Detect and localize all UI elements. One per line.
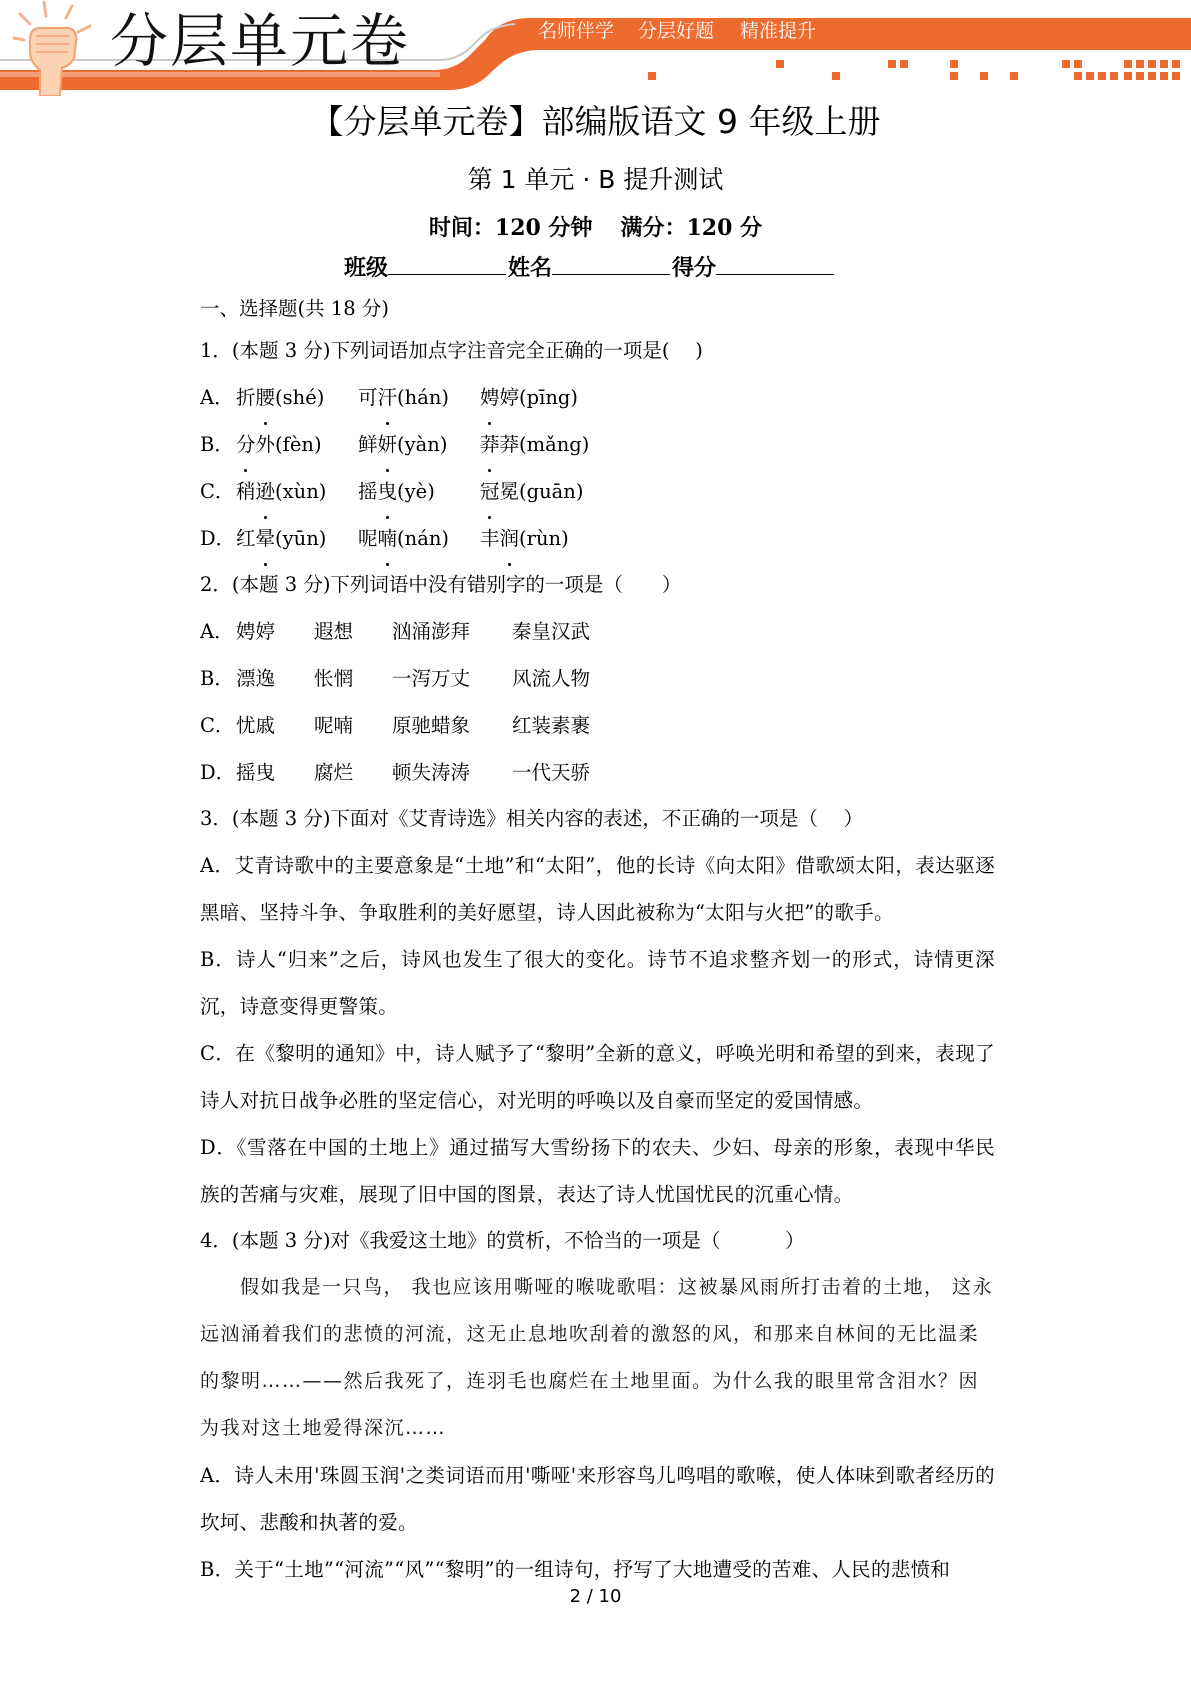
option-word: 原驰蜡象 (392, 714, 471, 737)
option-word: 冠冕(guān) (480, 468, 583, 515)
option-word: 可汗(hán) (358, 374, 480, 421)
option-word: 摇曳(yè) (358, 468, 480, 515)
page-subtitle: 第 1 单元 · B 提升测试 (467, 165, 724, 194)
option-word: 鲜妍(yàn) (358, 421, 480, 468)
slogan-1: 名师伴学 (538, 20, 615, 42)
header-banner (0, 0, 1191, 100)
option-word: 一泻万丈 (392, 667, 471, 690)
question-2-option-a (200, 608, 995, 655)
question-1-option-c (200, 468, 995, 515)
option-label: A． (200, 386, 234, 409)
option-word: 丰润(rùn) (480, 515, 569, 562)
slogan-3: 精准提升 (740, 20, 817, 42)
option-label: D． (200, 761, 236, 784)
question-4-option-a: A．诗人未用'珠圆玉润'之类词语而用'嘶哑'来形容鸟儿鸣唱的歌喉，使人体味到歌者经历的坎坷、悲酸和执著的爱。 (200, 1464, 995, 1534)
question-2-option-d (200, 749, 995, 796)
option-word: 怅惘 (314, 667, 354, 690)
score-blank (716, 250, 834, 275)
class-blank (388, 250, 506, 275)
slogan-2: 分层好题 (638, 20, 715, 42)
question-1-option-d (200, 515, 995, 562)
option-word: 漂逸 (236, 667, 276, 690)
option-word: 娉婷(pīng) (480, 374, 578, 421)
question-1-stem: 1．(本题 3 分)下列词语加点字注音完全正确的一项是( ) (200, 339, 703, 362)
page-title: 【分层单元卷】部编版语文 9 年级上册 (310, 102, 881, 141)
exam-meta (0, 212, 1191, 244)
name-label: 姓名 (508, 255, 553, 281)
name-blank (552, 250, 670, 275)
question-4-option-b: B．关于“土地”“河流”“风”“黎明”的一组诗句，抒写了大地遭受的苦难、人民的悲愤和 (200, 1558, 951, 1581)
student-info (344, 250, 836, 284)
option-word: 遐想 (314, 620, 354, 643)
option-word: 一代天骄 (512, 761, 591, 784)
brand-title: 分层单元卷 (110, 7, 411, 75)
class-label: 班级 (344, 255, 389, 281)
question-3-option-c: C．在《黎明的通知》中，诗人赋予了“黎明”全新的意义，呼唤光明和希望的到来，表现了诗人对抗日战争必胜的坚定信心，对光明的呼唤以及自豪而坚定的爱国情感。 (200, 1042, 995, 1112)
score-label: 得分 (672, 255, 717, 281)
option-word: 莽莽(mǎng) (480, 421, 589, 468)
option-label: C． (200, 714, 235, 737)
exam-score: 满分：120 分 (620, 215, 763, 241)
exam-time: 时间：120 分钟 (428, 215, 593, 241)
option-word: 腐烂 (314, 761, 354, 784)
question-3-stem: 3．(本题 3 分)下面对《艾青诗选》相关内容的表述，不正确的一项是（ ） (200, 807, 864, 830)
question-1-option-a (200, 374, 995, 421)
option-label: B． (200, 667, 234, 690)
option-word: 呢喃(nán) (358, 515, 480, 562)
option-word: 红晕(yūn) (236, 515, 358, 562)
question-4-poem: 假如我是一只鸟， 我也应该用嘶哑的喉咙歌唱：这被暴风雨所打击着的土地， 这永远汹涌着我们的悲愤的河流，这无止息地吹刮着的激怒的风，和那来自林间的无比温柔的黎明……——然后我死了，连羽毛也腐烂在土地里面。为什么我的眼里常含泪水？因为我对这土地爱得深沉…… (200, 1276, 994, 1439)
question-3-option-b: B．诗人“归来”之后，诗风也发生了很大的变化。诗节不追求整齐划一的形式，诗情更深沉，诗意变得更警策。 (200, 948, 995, 1018)
question-2-option-b (200, 655, 995, 702)
page-number: 2 / 10 (569, 1586, 622, 1607)
option-label: C． (200, 480, 235, 503)
option-label: B． (200, 433, 234, 456)
option-word: 分外(fèn) (236, 421, 358, 468)
option-word: 风流人物 (512, 667, 591, 690)
option-word: 秦皇汉武 (512, 620, 591, 643)
option-word: 折腰(shé) (236, 374, 358, 421)
section-title: 一、选择题(共 18 分) (200, 297, 389, 320)
question-2-option-c (200, 702, 995, 749)
option-word: 红装素裹 (512, 714, 591, 737)
question-4-stem: 4．(本题 3 分)对《我爱这土地》的赏析，不恰当的一项是（ ） (200, 1229, 805, 1252)
question-3-option-d: D．《雪落在中国的土地上》通过描写大雪纷扬下的农夫、少妇、母亲的形象，表现中华民族的苦痛与灾难，展现了旧中国的图景，表达了诗人忧国忧民的沉重心情。 (200, 1136, 995, 1206)
fist-icon (6, 0, 98, 96)
option-word: 顿失涛涛 (392, 761, 471, 784)
option-word: 汹涌澎拜 (392, 620, 471, 643)
option-label: A． (200, 620, 234, 643)
question-3-option-a: A．艾青诗歌中的主要意象是“土地”和“太阳”，他的长诗《向太阳》借歌颂太阳，表达驱逐黑暗、坚持斗争、争取胜利的美好愿望，诗人因此被称为“太阳与火把”的歌手。 (200, 854, 995, 924)
option-label: D． (200, 527, 236, 550)
exam-content (200, 290, 995, 1593)
question-2-stem: 2．(本题 3 分)下列词语中没有错别字的一项是（ ） (200, 573, 682, 596)
option-word: 呢喃 (314, 714, 354, 737)
question-1-option-b (200, 421, 995, 468)
option-word: 娉婷 (236, 620, 276, 643)
option-word: 忧戚 (236, 714, 276, 737)
option-word: 稍逊(xùn) (236, 468, 358, 515)
option-word: 摇曳 (236, 761, 276, 784)
